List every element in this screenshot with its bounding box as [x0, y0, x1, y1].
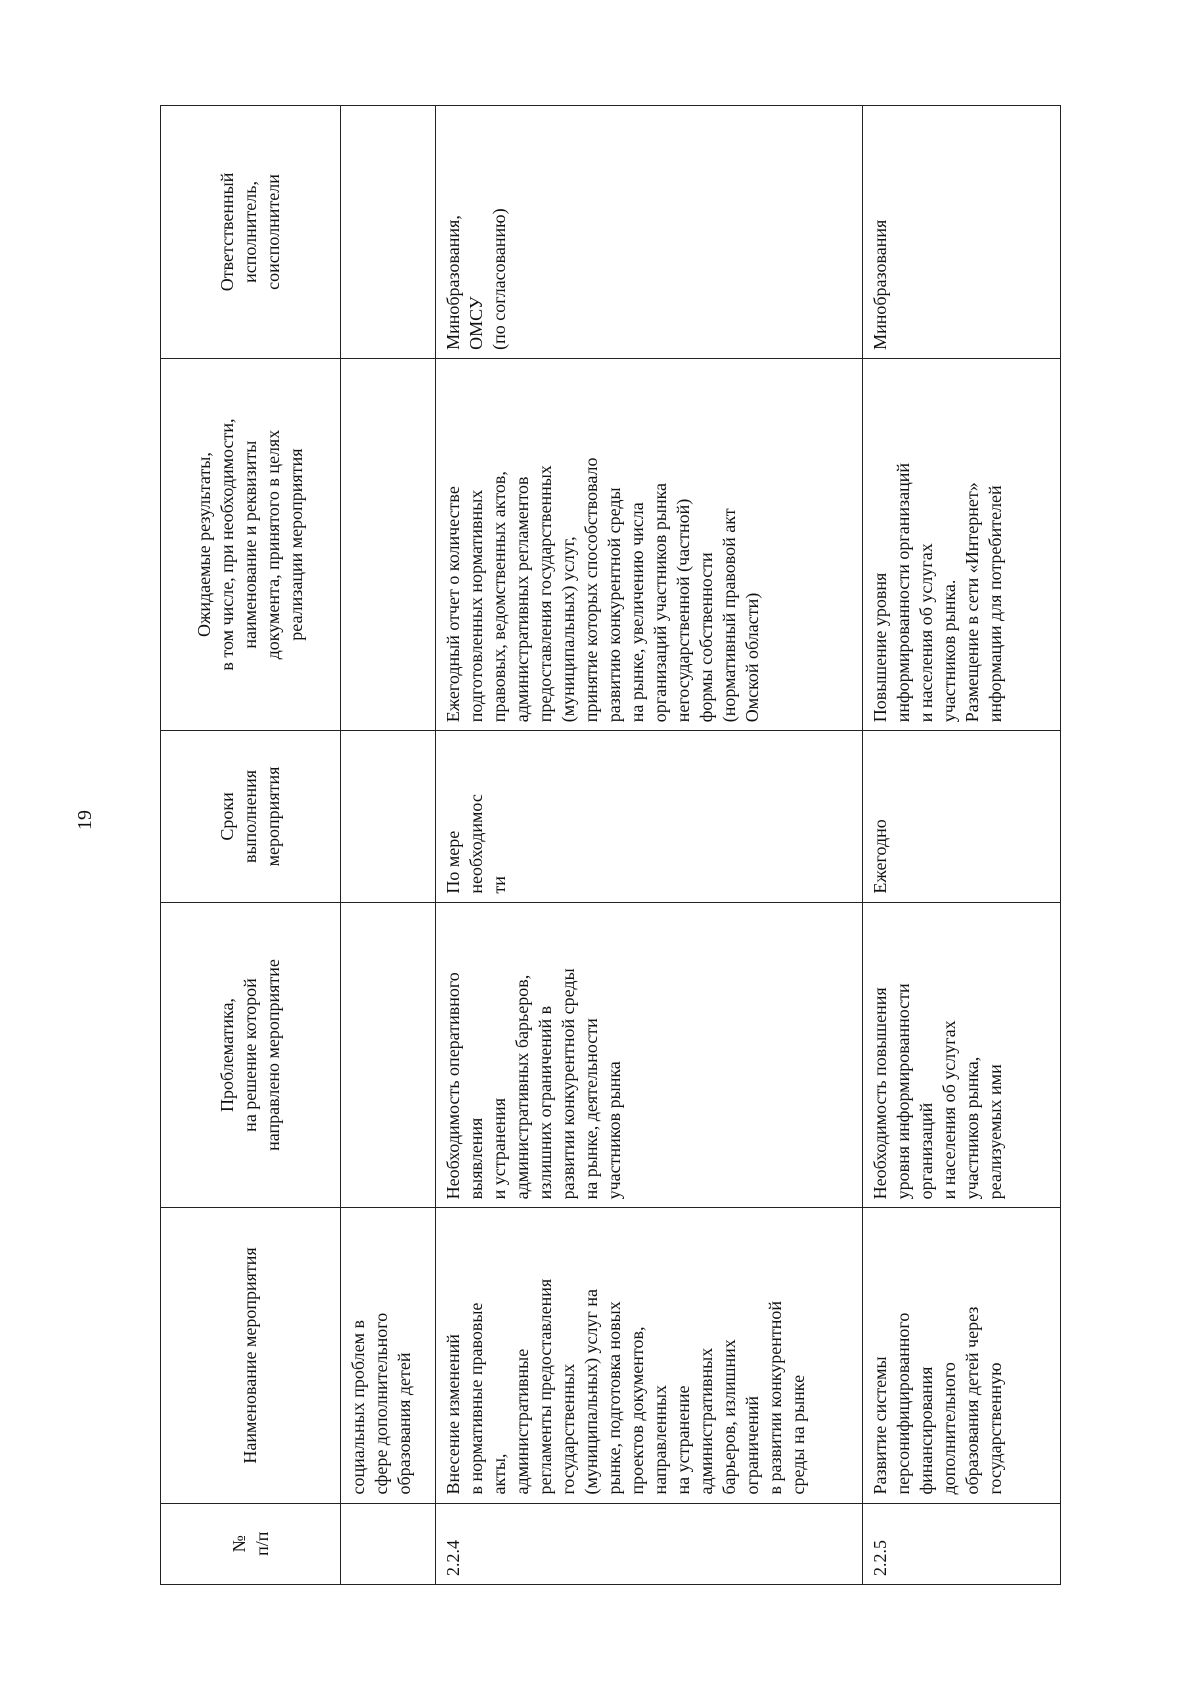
rotated-table-container: [160, 105, 1060, 1585]
row-responsible: Минобразования, ОМСУ (по согласованию): [436, 106, 863, 359]
row-deadline: [341, 731, 436, 902]
row-name: социальных проблем в сфере дополнительного образования детей: [341, 1208, 436, 1503]
events-table: [160, 105, 1061, 1585]
row-responsible: Минобразования: [863, 106, 1061, 359]
row-problem: Необходимость повышения уровня информированности организаций и населения об услугах участников рынка, реализуемых ими: [863, 902, 1061, 1208]
row-num: 2.2.4: [436, 1503, 863, 1584]
header-name: Наименование мероприятия: [161, 1208, 341, 1503]
table-row: [436, 106, 863, 1585]
page-number: 19: [74, 810, 96, 830]
row-responsible: [341, 106, 436, 359]
header-responsible: Ответственный исполнитель, соисполнители: [161, 106, 341, 359]
header-results: Ожидаемые результаты, в том числе, при необходимости, наименование и реквизиты документа, принятого в целях реализации мероприятия: [161, 358, 341, 730]
row-results: Ежегодный отчет о количестве подготовленных нормативных правовых, ведомственных актов, административных регламентов предоставления государственных (муниципальных) услуг, принятие которых способствовало развитию конкурентной среды на рынке, увеличению числа организаций участников рынка негосударственной (частной) формы собственности (нормативный правовой акт Омской области): [436, 358, 863, 730]
row-name: Развитие системы персонифицированного финансирования дополнительного образования детей через государственную: [863, 1208, 1061, 1503]
row-results: [341, 358, 436, 730]
table-header-row: [161, 106, 341, 1585]
table-row: [341, 106, 436, 1585]
header-problem: Проблематика, на решение которой направлено мероприятие: [161, 902, 341, 1208]
table-row: [863, 106, 1061, 1585]
row-problem: [341, 902, 436, 1208]
row-results: Повышение уровня информированности организаций и населения об услугах участников рынка. Размещение в сети «Интернет» информации для потребителей: [863, 358, 1061, 730]
row-deadline: По мере необходимос ти: [436, 731, 863, 902]
header-num: № п/п: [161, 1503, 341, 1584]
header-deadline: Сроки выполнения мероприятия: [161, 731, 341, 902]
row-num: [341, 1503, 436, 1584]
row-name: Внесение изменений в нормативные правовые акты, административные регламенты предоставления государственных (муниципальных) услуг на рынке, подготовка новых проектов документов, направленных на устранение административных барьеров, излишних ограничений в развитии конкурентной среды на рынке: [436, 1208, 863, 1503]
row-deadline: Ежегодно: [863, 731, 1061, 902]
row-problem: Необходимость оперативного выявления и устранения административных барьеров, излишних ограничений в развитии конкурентной среды на рынке, деятельности участников рынка: [436, 902, 863, 1208]
row-num: 2.2.5: [863, 1503, 1061, 1584]
